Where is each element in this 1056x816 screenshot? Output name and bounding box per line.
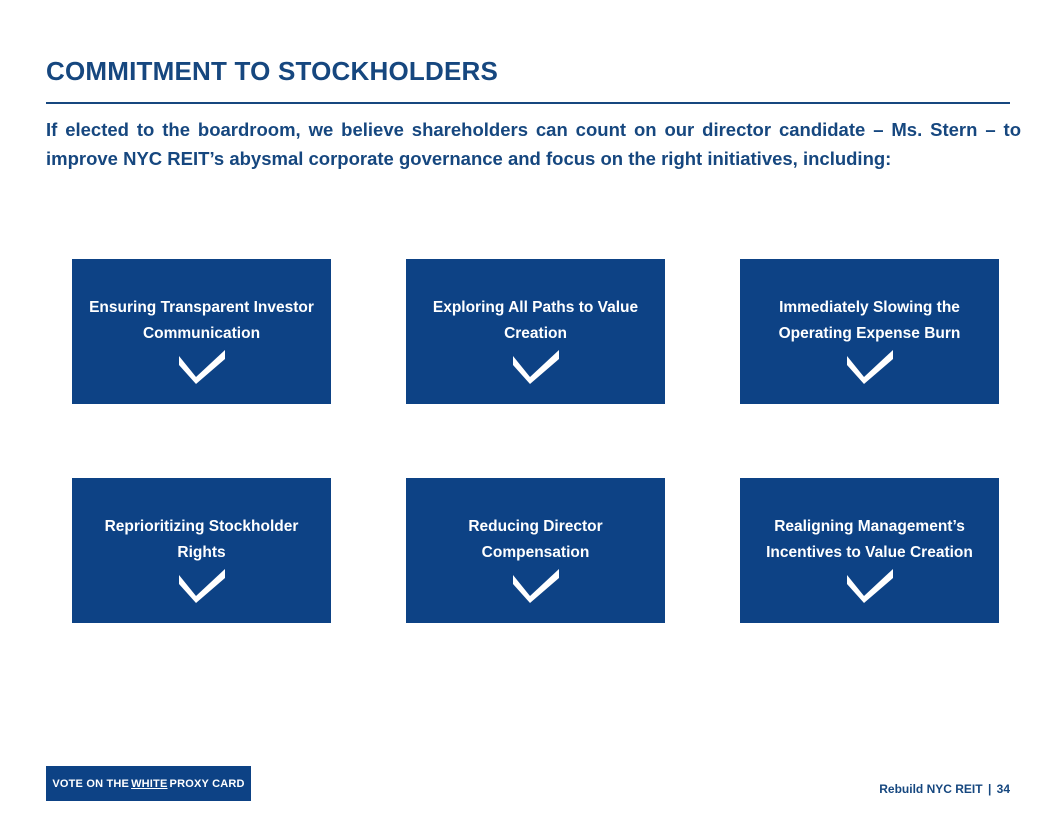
initiative-label: Reprioritizing Stockholder Rights	[104, 518, 299, 561]
check-icon	[510, 569, 562, 603]
initiatives-row	[72, 259, 1000, 404]
initiative-card	[72, 478, 331, 623]
check-icon	[844, 350, 896, 384]
page-number: 34	[996, 782, 1010, 796]
initiative-card	[406, 478, 665, 623]
footer-separator: |	[987, 782, 992, 796]
initiative-label: Exploring All Paths to Value Creation	[432, 299, 639, 342]
initiatives-row	[72, 478, 1000, 623]
vote-badge-prefix: VOTE ON THE	[52, 777, 130, 790]
vote-proxy-badge	[46, 766, 251, 801]
check-icon	[176, 569, 228, 603]
footer-brand: Rebuild NYC REIT	[879, 782, 983, 796]
intro-paragraph: If elected to the boardroom, we believe shareholders can count on our director candidate – Ms. Stern – to improve NYC REIT’s abysmal corporate governance and focus on the right initiatives, including:	[46, 119, 1021, 169]
initiatives-grid	[72, 259, 1000, 623]
footer	[879, 782, 1010, 796]
initiative-card	[72, 259, 331, 404]
vote-badge-emphasis: WHITE	[131, 777, 168, 790]
initiative-card	[740, 478, 999, 623]
check-icon	[510, 350, 562, 384]
title-divider	[46, 102, 1010, 104]
initiative-card	[740, 259, 999, 404]
initiative-label: Ensuring Transparent Investor Communication	[89, 299, 314, 342]
check-icon	[844, 569, 896, 603]
vote-badge-suffix: PROXY CARD	[169, 777, 245, 790]
initiative-label: Realigning Management’s Incentives to Value Creation	[766, 518, 973, 561]
initiative-card	[406, 259, 665, 404]
initiative-label: Reducing Director Compensation	[468, 518, 603, 561]
initiative-label: Immediately Slowing the Operating Expense Burn	[778, 299, 961, 342]
check-icon	[176, 350, 228, 384]
page-title: COMMITMENT TO STOCKHOLDERS	[46, 56, 499, 86]
